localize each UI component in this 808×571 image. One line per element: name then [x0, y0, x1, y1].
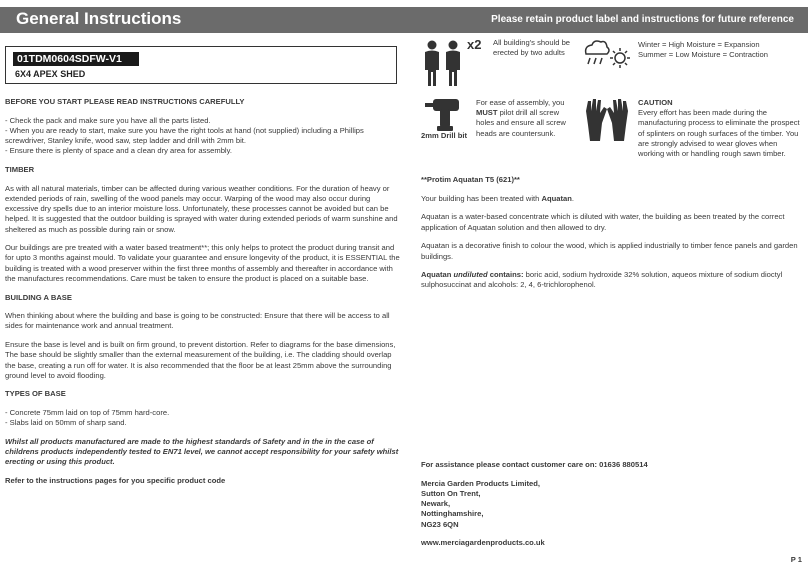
aquatan-contains — [421, 270, 801, 290]
people-text: All building's should be erected by two adults — [493, 38, 571, 58]
weather-icon — [582, 38, 632, 74]
caution-text: Every effort has been made during the manufacturing process to eliminate the prospect of splinters on rough surfaces of the timber. You are strongly advised to wear gloves when working with or handling rough sawn timber. — [638, 108, 800, 159]
safety-disclaimer: Whilst all products manufactured are made to the highest standards of Safety and in the in the case of childrens products independently tested to EN71 level, we cannot accept responsibility for your safety whilst erecting or using this product. — [5, 437, 399, 467]
left-column — [5, 97, 403, 495]
drill-text-pre: For ease of assembly, you — [476, 98, 565, 107]
types-line: - Slabs laid on 50mm of sharp sand. — [5, 418, 127, 428]
contains-bold-2: contains: — [487, 270, 524, 280]
contact-section — [421, 460, 801, 557]
aquatan-paragraph-2: Aquatan is a decorative finish to colour the wood, which is applied industrially to timber fence panels and garden buildings. — [421, 241, 798, 261]
website-link[interactable]: www.merciagardenproducts.co.uk — [421, 538, 545, 548]
drill-text — [476, 98, 574, 139]
two-adults-icon — [421, 40, 465, 88]
page-header — [0, 7, 808, 33]
types-heading: TYPES OF BASE — [5, 389, 66, 399]
contains-bold: Aquatan — [421, 270, 454, 280]
address-line: Newark, — [421, 499, 451, 509]
treated-line — [421, 194, 801, 204]
treated-bold: Aquatan — [541, 193, 572, 203]
before-line: - Check the pack and make sure you have all the parts listed. — [5, 115, 211, 125]
address-line: Sutton On Trent, — [421, 488, 481, 498]
refer-instructions: Refer to the instructions pages for you specific product code — [5, 476, 226, 486]
page-subtitle: Please retain product label and instructions for future reference — [491, 14, 794, 25]
timber-paragraph-2: Our buildings are pre treated with a water based treatment**; this only helps to protect the product during transit and for upto 3 months against mould. To validate your guarantee and ensure longevity of the product, it is ESSENTIAL the building is treated with a wood preserver within the first three months of assembly and thereafter in accordance with the manufactures recommendations. Care must be taken to ensure the product is placed on a suitable base. — [5, 243, 400, 283]
weather-line: Summer = Low Moisture = Contraction — [638, 50, 768, 60]
before-line: - When you are ready to start, make sure you have the right tools at hand (not supplied) including a Phillips screwdriver, Stanley knife, wood saw, step ladder and drill with 2mm bit. — [5, 125, 364, 146]
product-code: 01TDM0604SDFW-V1 — [13, 52, 139, 66]
before-heading: BEFORE YOU START PLEASE READ INSTRUCTIONS CAREFULLY — [5, 97, 245, 106]
page-number: P 1 — [790, 555, 802, 564]
drill-text-post: pilot drill all screw holes and ensure all screw heads are countersunk. — [476, 108, 566, 138]
types-text — [5, 408, 403, 428]
caution-title: CAUTION — [638, 98, 673, 107]
base-heading: BUILDING A BASE — [5, 292, 72, 302]
aquatan-paragraph-1: Aquatan is a water-based concentrate which is diluted with water, the building as been treated by the correct application of Aquatan solution and then allowed to dry. — [421, 212, 785, 232]
treated-pre: Your building has been treated with — [421, 193, 542, 203]
base-paragraph-1: When thinking about where the building and base is going to be constructed: Ensure that there will be access to all sides for maintenance work and annual treatment. — [5, 311, 390, 331]
treated-post: . — [571, 193, 574, 203]
before-text — [5, 116, 403, 157]
drill-icon — [423, 96, 467, 132]
weather-text — [638, 40, 803, 60]
contains-text: boric acid, sodium hydroxide 32% solution, aqueos mixture of sodium dioctyl sulphosuccinat and alcohols: 2, 4, 6-trichlorophenol. — [421, 270, 783, 290]
drill-label: 2mm Drill bit — [421, 131, 467, 140]
people-count: x2 — [467, 37, 482, 52]
timber-paragraph-1: As with all natural materials, timber can be affected during various weather conditions. For the duration of heavy or extended periods of rain, swelling of the wood panels may occur. Warping of the wood may also occur during excessive dry spells due to an interior moisture loss. Unfortunately, these processes cannot be avoided but can be helped. It is suggested that the outdoor building is sprayed with water during extended periods of warm sunshine and sheltered as much as possible during rain or snow. — [5, 183, 398, 234]
company-address — [421, 479, 801, 530]
assistance-line: For assistance please contact customer care on: 01636 880514 — [421, 460, 648, 469]
base-paragraph-2: Ensure the base is level and is built on firm ground, to prevent distortion. Refer to diagrams for the base dimensions, The base should be slightly smaller than the external measurement of the building, i.e. The cladding should overlap the base, creating a run off for water. It is also recommended that the floor be at least 25mm above the surrounding ground level to avoid flooding. — [5, 340, 396, 380]
contains-italic: undiluted — [453, 270, 488, 280]
gloves-icon — [582, 97, 632, 143]
before-line: - Ensure there is plenty of space and a clean dry area for assembly. — [5, 146, 232, 156]
address-line: Mercia Garden Products Limited, — [421, 478, 540, 488]
caution-block — [638, 98, 803, 159]
page-title: General Instructions — [16, 9, 182, 28]
protim-heading: **Protim Aquatan T5 (621)** — [421, 175, 520, 184]
product-label-box — [5, 46, 397, 84]
timber-heading: TIMBER — [5, 165, 35, 175]
aquatan-section — [421, 175, 801, 299]
types-line: - Concrete 75mm laid on top of 75mm hard-core. — [5, 408, 170, 418]
address-line: Nottinghamshire, — [421, 509, 484, 519]
product-name: 6X4 APEX SHED — [15, 69, 86, 79]
drill-text-bold: MUST — [476, 108, 498, 118]
address-line: NG23 6QN — [421, 519, 459, 529]
weather-line: Winter = High Moisture = Expansion — [638, 40, 760, 49]
